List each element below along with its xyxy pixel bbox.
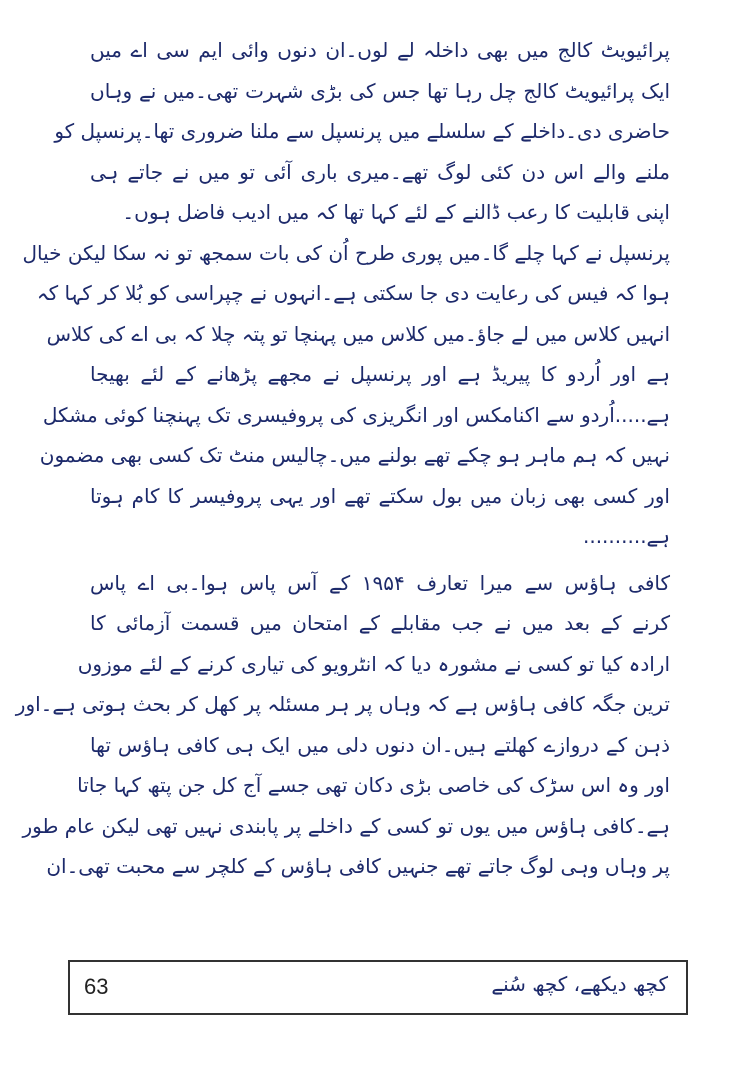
text-line: ایک پرائیویٹ کالج چل رہا تھا جس کی بڑی شہرت تھی۔میں نے وہاں: [90, 78, 670, 103]
page-body: [15, 30, 670, 887]
footer-box: [68, 960, 688, 1015]
text-line: حاضری دی۔داخلے کے سلسلے میں پرنسپل سے ملنا ضروری تھا۔پرنسپل کو: [54, 119, 670, 143]
text-line: پرنسپل نے کہا چلے گا۔میں پوری طرح اُن کی بات سمجھ تو نہ سکا لیکن خیال: [22, 240, 670, 265]
text-line: ارادہ کیا تو کسی نے مشورہ دیا کہ انٹرویو کی تیاری کرنے کے لئے موزوں: [77, 651, 670, 676]
text-line: پر وہاں وہی لوگ جاتے تھے جنہیں کافی ہاؤس کے کلچر سے محبت تھی۔ان: [46, 854, 670, 878]
text-line: کافی ہاؤس سے میرا تعارف ۱۹۵۴ کے آس پاس ہوا۔بی اے پاس: [90, 570, 670, 595]
text-line: پرائیویٹ کالج میں بھی داخلہ لے لوں۔ان دنوں وائی ایم سی اے میں: [90, 38, 670, 62]
text-line: ترین جگہ کافی ہاؤس ہے کہ وہاں پر ہر مسئلہ پر کھل کر بحث ہوتی ہے۔اور: [15, 692, 670, 716]
text-line: نہیں کہ ہم ماہر ہو چکے تھے بولنے میں۔چالیس منٹ تک کسی بھی مضمون: [39, 443, 670, 467]
paragraph-1: [22, 30, 670, 557]
text-line: ہے۔کافی ہاؤس میں یوں تو کسی کے داخلے پر پابندی نہیں تھی لیکن عام طور: [22, 813, 670, 838]
page-number: 63: [84, 974, 109, 999]
book-title: کچھ دیکھے، کچھ سُنے: [491, 972, 668, 996]
text-line: ہے اور اُردو کا پیریڈ ہے اور پرنسپل نے مجھے پڑھانے کے لئے بھیجا: [90, 362, 670, 386]
text-line: انہیں کلاس میں لے جاؤ۔میں کلاس میں پہنچا تو پتہ چلا کہ بی اے کی کلاس: [46, 321, 670, 346]
text-line: اور وہ اس سڑک کی خاصی بڑی دکان تھی جسے آج کل جن پتھ کہا جاتا: [77, 773, 670, 797]
text-line: کرنے کے بعد میں نے جب مقابلے کے امتحان میں قسمت آزمائی کا: [90, 611, 670, 635]
text-line: ملنے والے اس دن کئی لوگ تھے۔میری باری آئی تو میں نے جاتے ہی: [90, 159, 670, 184]
paragraph-2: [15, 563, 670, 887]
text-line: اپنی قابلیت کا رعب ڈالنے کے لئے کہا تھا کہ میں ادیب فاضل ہوں۔: [122, 200, 670, 224]
text-line: ہے.....اُردو سے اکنامکس اور انگریزی کی پروفیسری تک پہنچنا کوئی مشکل: [42, 402, 670, 427]
text-line: ہے..........: [582, 524, 670, 548]
text-line: اور کسی بھی زبان میں بول سکتے تھے اور یہی پروفیسر کا کام ہوتا: [90, 483, 670, 508]
text-line: ذہن کے دروازے کھلتے ہیں۔ان دنوں دلی میں ایک ہی کافی ہاؤس تھا: [90, 732, 670, 757]
text-line: ہوا کہ فیس کی رعایت دی جا سکتی ہے۔انہوں نے چپراسی کو بُلا کر کہا کہ: [36, 281, 670, 305]
